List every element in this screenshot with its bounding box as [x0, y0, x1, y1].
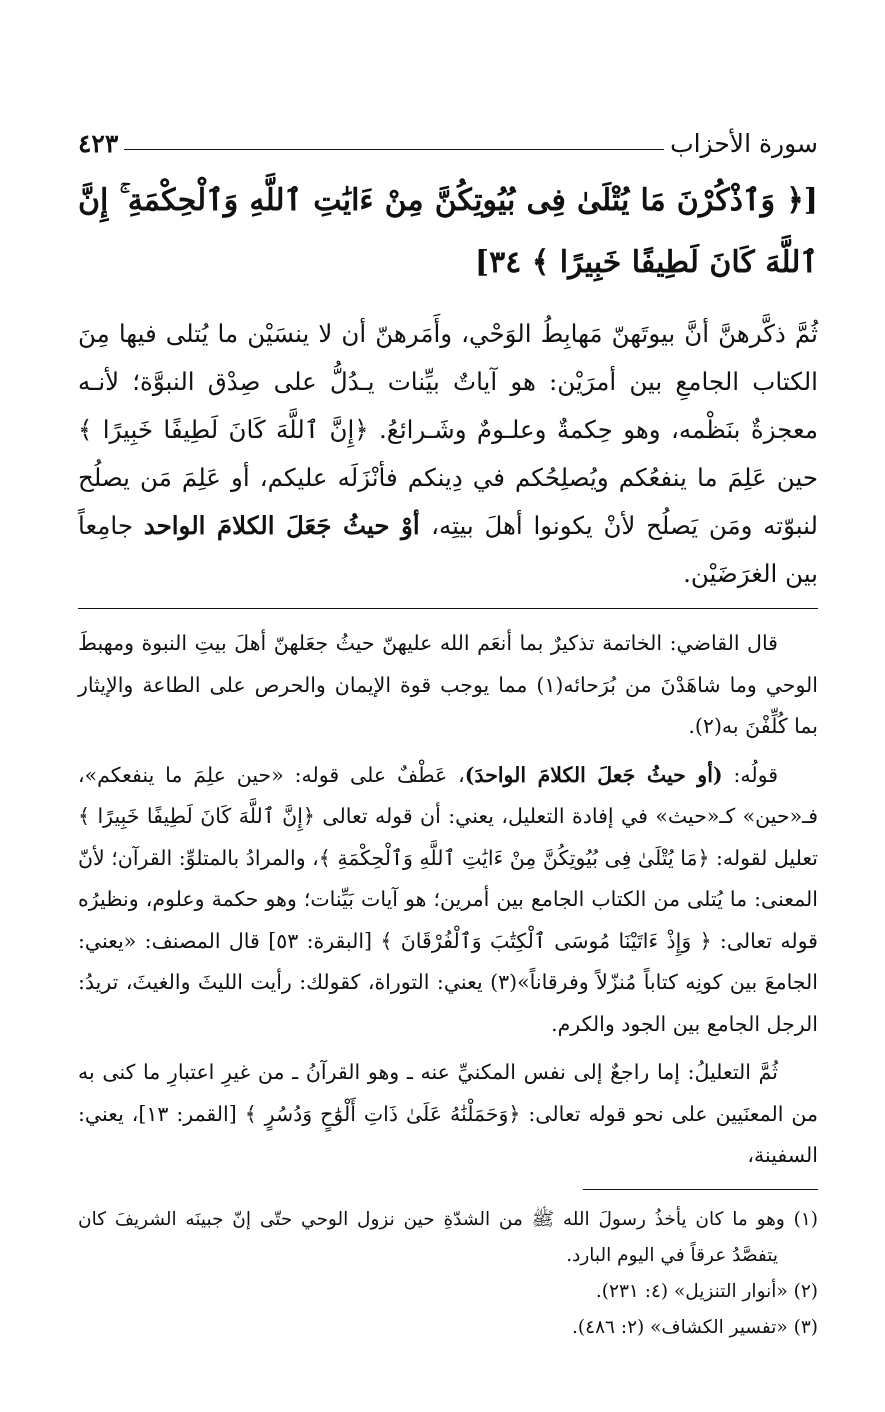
header-rule	[124, 149, 664, 150]
footnotes	[78, 1202, 818, 1346]
footnote-separator	[583, 1189, 818, 1190]
commentary	[78, 623, 818, 1177]
commentary-lead: قولُه:	[722, 762, 778, 787]
commentary-paragraph-1: قال القاضي: الخاتمة تذكيرٌ بما أنعَم الله عليهنّ حيثُ جعَلهنّ أهلَ بيتِ النبوة ومهبطَ الوحي وما شاهَدْنَ من بُرَحائه(١) مما يوجب قوة الإيمان والحرص على الطاعة والإيثار بما كُلِّفْنَ به(٢).	[78, 631, 818, 738]
footnote-1: (١) وهو ما كان يأخذُ رسولَ الله ﷺ من الشدّةِ حين نزول الوحي حتّى إنّ جبينَه الشريفَ كان يتفصَّدُ عرقاً في اليوم البارد.	[78, 1208, 818, 1266]
running-header	[78, 118, 818, 158]
tafsir-text	[78, 310, 818, 598]
tafsir-part1: ثُمَّ ذكَّرهنَّ أنَّ بيوتَهنّ مَهابِطُ الوَحْي، وأَمَرهنّ أن لا ينسَيْن ما يُتلى فيها مِنَ الكتاب الجامعِ بين أمرَيْن: هو آياتٌ بيِّنات يـدُلُّ على صِدْق النبوَّة؛ لأنـه معجزةٌ بنَظْمه، وهو حِكمةٌ وعلـومٌ وشَـرائعُ. ﴿إِنَّ ٱللَّهَ كَانَ لَطِيفًا خَبِيرًا ﴾ حين عَلِمَ ما ينفعُكم ويُصلِحُكم في دِينكم فأنْزَلَه عليكم، أو عَلِمَ مَن يصلُح لنبوّته ومَن يَصلُح لأنْ يكونوا أهلَ بيتِه،	[78, 319, 818, 540]
quran-verse: [﴿ وَٱذْكُرْنَ مَا يُتْلَىٰ فِى بُيُوتِكُنَّ مِنْ ءَايَٰتِ ٱللَّهِ وَٱلْحِكْمَةِ ۚ إِنَّ ٱللَّهَ كَانَ لَطِيفًا خَبِيرًا ﴾ ٣٤]	[78, 183, 818, 280]
tafsir-paragraph	[78, 310, 818, 598]
surah-title: سورة الأحزاب	[670, 129, 818, 158]
commentary-body: ، عَطْفٌ على قوله: «حين علِمَ ما ينفعكم»، فـ«حين» كـ«حيث» في إفادة التعليل، يعني: أن قوله تعالى ﴿إِنَّ ٱللَّهَ كَانَ لَطِيفًا خَبِيرًا ﴾ تعليل لقوله: ﴿مَا يُتْلَىٰ فِى بُيُوتِكُنَّ مِنْ ءَايَٰتِ ٱللَّهِ وَٱلْحِكْمَةِ ﴾، والمرادُ بالمتلوِّ: القرآن؛ لأنّ المعنى: ما يُتلى من الكتاب الجامع بين أمرين؛ هو آيات بَيِّنات؛ وهو حكمة وعلوم، ونظيرُه قوله تعالى: ﴿ وَإِذْ ءَاتَيْنَا مُوسَى ٱلْكِتَٰبَ وَٱلْفُرْقَانَ ﴾ [البقرة: ٥٣] قال المصنف: «يعني: الجامعَ بين كونِه كتاباً مُنزّلاً وفرقاناً»(٣) يعني: التوراة، كقولك: رأيت الليثَ والغيثَ، تريدُ: الرجل الجامع بين الجود والكرم.	[78, 762, 819, 1036]
commentary-paragraph-2	[78, 755, 818, 1046]
tafsir-part3: جامِعاً بين الغرَضَيْن.	[78, 511, 818, 588]
commentary-paragraph-3: ثُمَّ التعليلُ: إما راجعٌ إلى نفس المكنيِّ عنه ـ وهو القرآنُ ـ من غيرِ اعتبارِ ما كنى به من المعنَيين على نحو قوله تعالى: ﴿وَحَمَلْنَٰهُ عَلَىٰ ذَاتِ أَلْوَٰحٍ وَدُسُرٍ ﴾ [القمر: ١٣]، يعني: السفينة،	[78, 1060, 818, 1167]
footnote-3: (٣) «تفسير الكشاف» (٢: ٤٨٦).	[572, 1316, 818, 1338]
commentary-separator	[78, 608, 818, 609]
footnote-2: (٢) «أنوار التنزيل» (٤: ٢٣١).	[595, 1280, 818, 1302]
tafsir-bold-phrase: أوْ حيثُ جَعَلَ الكلامَ الواحد	[143, 511, 432, 540]
book-page	[78, 118, 818, 1346]
commentary-quoted-phrase: (أو حيثُ جَعلَ الكلامَ الواحدَ)	[464, 762, 723, 787]
page-number: ٤٢٣	[78, 129, 119, 158]
